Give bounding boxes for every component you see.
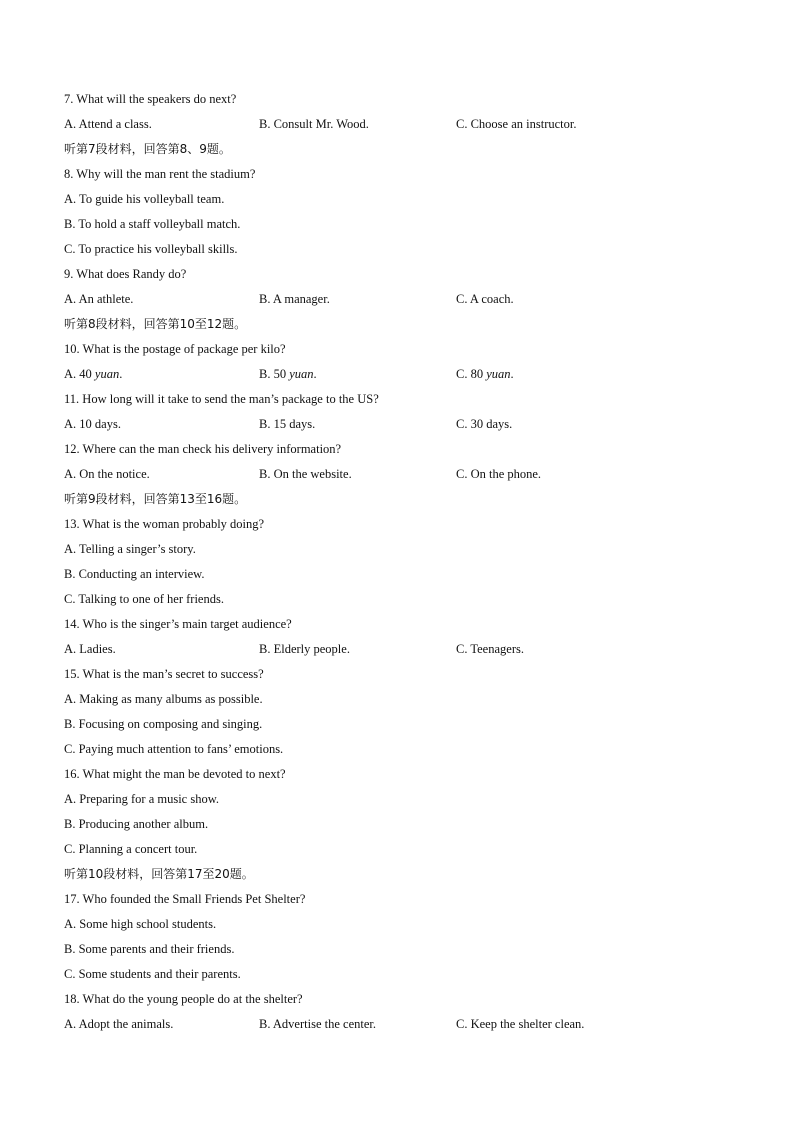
answer-option-b: B. 15 days. [259,417,316,431]
answer-options-row [64,1015,744,1040]
answer-option: C. Some students and their parents. [64,967,241,981]
option-unit: yuan [94,367,120,381]
answer-option: A. Telling a singer’s story. [64,542,196,556]
answer-option-c: C. Teenagers. [456,642,524,656]
answer-options-row [64,465,744,490]
section-heading: 听第7段材料，回答第8、9题。 [64,142,231,156]
option-amount: B. 50 [259,367,290,381]
answer-option-b: B. Consult Mr. Wood. [259,117,369,131]
section-heading: 听第10段材料，回答第17至20题。 [64,867,254,881]
answer-option: C. Talking to one of her friends. [64,592,224,606]
answer-option-a [64,365,122,383]
question-text: 7. What will the speakers do next? [64,92,237,106]
exam-page [64,90,744,1040]
question-text: 10. What is the postage of package per kilo? [64,342,286,356]
option-punct: . [313,367,317,381]
question-text: 13. What is the woman probably doing? [64,517,265,531]
question-text: 9. What does Randy do? [64,267,187,281]
answer-option-a: A. Attend a class. [64,117,152,131]
answer-option: A. To guide his volleyball team. [64,192,225,206]
option-amount: A. 40 [64,367,95,381]
answer-option-a: A. Adopt the animals. [64,1017,174,1031]
question-text: 11. How long will it take to send the man’s package to the US? [64,392,379,406]
answer-option: A. Making as many albums as possible. [64,692,263,706]
answer-option: B. Conducting an interview. [64,567,205,581]
answer-option-b: B. On the website. [259,467,352,481]
question-text: 18. What do the young people do at the shelter? [64,992,303,1006]
option-punct: . [510,367,514,381]
option-unit: yuan [289,367,314,381]
answer-option-c: C. On the phone. [456,467,542,481]
question-text: 17. Who founded the Small Friends Pet Shelter? [64,892,306,906]
answer-option-c [456,365,514,383]
answer-option: A. Some high school students. [64,917,217,931]
answer-option: B. Producing another album. [64,817,209,831]
answer-option: C. Paying much attention to fans’ emotions. [64,742,284,756]
answer-option: A. Preparing for a music show. [64,792,220,806]
answer-option-c: C. A coach. [456,292,514,306]
question-text: 14. Who is the singer’s main target audience? [64,617,292,631]
answer-options-row [64,115,744,140]
answer-options-row [64,365,744,390]
answer-option-b: B. A manager. [259,292,330,306]
answer-option-a: A. Ladies. [64,642,116,656]
option-punct: . [119,367,123,381]
answer-option: B. To hold a staff volleyball match. [64,217,241,231]
option-unit: yuan [486,367,511,381]
answer-option-b [259,365,317,383]
answer-option-c: C. 30 days. [456,417,513,431]
question-text: 12. Where can the man check his delivery information? [64,442,342,456]
answer-options-row [64,640,744,665]
section-heading: 听第8段材料，回答第10至12题。 [64,317,247,331]
answer-option-c: C. Keep the shelter clean. [456,1017,585,1031]
answer-option-b: B. Advertise the center. [259,1017,376,1031]
question-text: 15. What is the man’s secret to success? [64,667,264,681]
answer-options-row [64,290,744,315]
answer-option-b: B. Elderly people. [259,642,350,656]
answer-option: B. Focusing on composing and singing. [64,717,263,731]
answer-option: C. To practice his volleyball skills. [64,242,238,256]
answer-option: B. Some parents and their friends. [64,942,235,956]
answer-option-a: A. On the notice. [64,467,150,481]
question-text: 8. Why will the man rent the stadium? [64,167,256,181]
answer-options-row [64,415,744,440]
answer-option-a: A. An athlete. [64,292,134,306]
question-text: 16. What might the man be devoted to next? [64,767,286,781]
section-heading: 听第9段材料，回答第13至16题。 [64,492,247,506]
answer-option-a: A. 10 days. [64,417,121,431]
option-amount: C. 80 [456,367,487,381]
answer-option-c: C. Choose an instructor. [456,117,577,131]
answer-option: C. Planning a concert tour. [64,842,198,856]
